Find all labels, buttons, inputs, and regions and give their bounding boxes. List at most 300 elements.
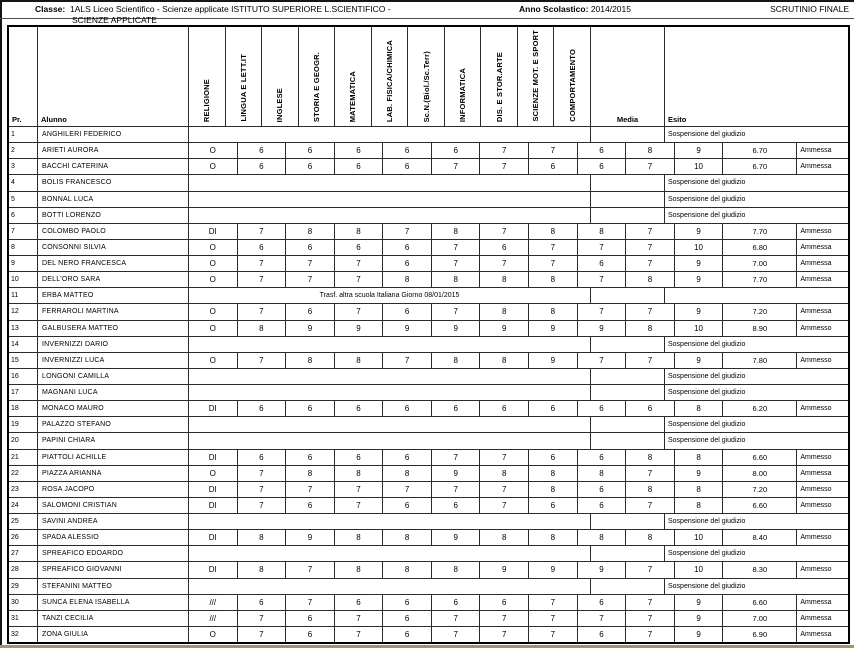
- grade-cell: 8: [626, 272, 675, 287]
- grade-cell: 6: [529, 450, 578, 465]
- table-row: [9, 288, 848, 304]
- row-number: 16: [9, 369, 38, 384]
- media-cell: [591, 369, 665, 384]
- row-number: 28: [9, 562, 38, 577]
- grade-cell: 9: [286, 530, 335, 545]
- grade-cell: 8: [529, 482, 578, 497]
- media-cell: [591, 546, 665, 561]
- page-bottom-edge: [0, 645, 854, 648]
- row-number: 25: [9, 514, 38, 529]
- grade-cell: 6: [626, 401, 675, 416]
- grade-cell: O: [189, 466, 238, 481]
- table-row: [9, 175, 848, 191]
- grade-cell: 7: [578, 353, 627, 368]
- grade-cell: 6: [335, 159, 384, 174]
- esito-cell: Ammessa: [800, 276, 832, 284]
- media-cell: 7.70: [723, 224, 797, 239]
- table-row: [9, 530, 848, 546]
- grade-cell: 6: [238, 159, 287, 174]
- grade-cell: 7: [626, 256, 675, 271]
- grade-cell: 6: [238, 401, 287, 416]
- grade-cell: 6: [383, 240, 432, 255]
- table-row: [9, 514, 848, 530]
- grade-cell: 7: [383, 482, 432, 497]
- table-row: [9, 127, 848, 143]
- media-cell: 8.00: [723, 466, 797, 481]
- column-header-pr: Pr.: [9, 27, 38, 126]
- grade-cell: 9: [529, 562, 578, 577]
- student-name: SPREAFICO GIOVANNI: [38, 562, 189, 577]
- subject-label: SCIENZE MOT. E SPORT: [531, 30, 541, 122]
- esito-cell: Sospensione del giudizio: [668, 421, 746, 429]
- merged-grades-cell: [189, 385, 591, 400]
- grade-cell: 8: [238, 562, 287, 577]
- grade-cell: 8: [626, 450, 675, 465]
- table-row: [9, 369, 848, 385]
- grade-cell: 8: [286, 466, 335, 481]
- grade-cell: 10: [675, 562, 724, 577]
- grade-cell: 7: [578, 304, 627, 319]
- row-number: 4: [9, 175, 38, 190]
- table-row: [9, 192, 848, 208]
- esito-cell: Sospensione del giudizio: [668, 389, 746, 397]
- table-row: [9, 304, 848, 320]
- row-number: 22: [9, 466, 38, 481]
- grade-cell: 7: [529, 240, 578, 255]
- classe-line2: SCIENZE APPLICATE: [72, 15, 157, 25]
- column-header-subject: [554, 27, 591, 126]
- grade-cell: 6: [480, 401, 529, 416]
- grade-cell: 6: [383, 159, 432, 174]
- student-name: GALBUSERA MATTEO: [38, 321, 189, 336]
- grade-cell: O: [189, 240, 238, 255]
- grade-cell: 7: [286, 272, 335, 287]
- grade-cell: 6: [432, 595, 481, 610]
- grade-cell: 9: [286, 321, 335, 336]
- esito-cell: Sospensione del giudizio: [668, 195, 746, 203]
- grade-cell: 7: [578, 240, 627, 255]
- media-cell: 7.00: [723, 611, 797, 626]
- grade-cell: O: [189, 321, 238, 336]
- merged-grades-cell: [189, 208, 591, 223]
- grade-cell: 7: [432, 159, 481, 174]
- grade-cell: 8: [529, 272, 578, 287]
- esito-cell: Ammessa: [800, 469, 832, 477]
- media-cell: 8.30: [723, 562, 797, 577]
- grade-cell: 7: [238, 224, 287, 239]
- grade-cell: 7: [432, 256, 481, 271]
- esito-cell: Ammesso: [800, 356, 832, 364]
- grade-cell: ///: [189, 611, 238, 626]
- student-name: ANGHILERI FEDERICO: [38, 127, 189, 142]
- grade-cell: 8: [529, 304, 578, 319]
- row-number: 27: [9, 546, 38, 561]
- grade-cell: 7: [529, 143, 578, 158]
- row-number: 8: [9, 240, 38, 255]
- column-header-subject: [518, 27, 555, 126]
- grade-cell: 7: [238, 466, 287, 481]
- esito-cell: Sospensione del giudizio: [668, 518, 746, 526]
- classe-value: 1ALS Liceo Scientifico - Scienze applicate ISTITUTO SUPERIORE L.SCIENTIFICO -: [69, 4, 391, 14]
- anno-value: 2014/2015: [590, 4, 631, 14]
- grade-cell: 8: [529, 466, 578, 481]
- grade-cell: 7: [480, 224, 529, 239]
- student-name: ZONA GIULIA: [38, 627, 189, 642]
- esito-cell: Ammessa: [800, 163, 832, 171]
- table-row: [9, 401, 848, 417]
- grade-cell: 7: [286, 595, 335, 610]
- grade-cell: 10: [675, 321, 724, 336]
- row-number: 23: [9, 482, 38, 497]
- student-name: PALAZZO STEFANO: [38, 417, 189, 432]
- anno-label: Anno Scolastico:: [519, 4, 589, 14]
- grade-cell: O: [189, 159, 238, 174]
- grade-cell: 8: [286, 353, 335, 368]
- media-cell: 6.70: [723, 143, 797, 158]
- grade-cell: 9: [675, 143, 724, 158]
- grade-cell: 7: [626, 159, 675, 174]
- grade-cell: DI: [189, 562, 238, 577]
- grade-cell: 8: [480, 530, 529, 545]
- student-name: INVERNIZZI LUCA: [38, 353, 189, 368]
- column-header-subject: [262, 27, 299, 126]
- student-name: DELL'ORO SARA: [38, 272, 189, 287]
- grade-cell: 10: [675, 240, 724, 255]
- grade-cell: 6: [578, 143, 627, 158]
- student-name: SPADA ALESSIO: [38, 530, 189, 545]
- table-row: [9, 482, 848, 498]
- grade-cell: 8: [383, 562, 432, 577]
- grade-cell: 8: [529, 530, 578, 545]
- esito-cell: Ammessa: [800, 260, 832, 268]
- table-row: [9, 385, 848, 401]
- student-rows: [9, 127, 848, 642]
- student-name: SAVINI ANDREA: [38, 514, 189, 529]
- media-cell: 7.00: [723, 256, 797, 271]
- grade-cell: 8: [626, 482, 675, 497]
- table-row: [9, 208, 848, 224]
- grade-cell: 9: [529, 321, 578, 336]
- grade-cell: O: [189, 256, 238, 271]
- media-cell: [591, 337, 665, 352]
- row-number: 2: [9, 143, 38, 158]
- student-name: COLOMBO PAOLO: [38, 224, 189, 239]
- grade-cell: 6: [480, 240, 529, 255]
- merged-grades-cell: [189, 433, 591, 448]
- grade-cell: 7: [626, 224, 675, 239]
- esito-cell: Ammessa: [800, 308, 832, 316]
- row-number: 7: [9, 224, 38, 239]
- grade-cell: 6: [383, 450, 432, 465]
- grade-cell: 9: [432, 466, 481, 481]
- student-name: LONGONI CAMILLA: [38, 369, 189, 384]
- media-cell: 6.80: [723, 240, 797, 255]
- student-name: BACCHI CATERINA: [38, 159, 189, 174]
- merged-grades-cell: [189, 546, 591, 561]
- grade-cell: 8: [578, 530, 627, 545]
- grade-cell: 6: [383, 143, 432, 158]
- student-name: BOTTI LORENZO: [38, 208, 189, 223]
- table-row: [9, 143, 848, 159]
- grade-cell: 7: [529, 627, 578, 642]
- grade-cell: 6: [238, 240, 287, 255]
- grade-cell: 7: [335, 498, 384, 513]
- subject-label: INFORMATICA: [458, 67, 468, 122]
- media-cell: [591, 385, 665, 400]
- row-number: 5: [9, 192, 38, 207]
- media-cell: [591, 514, 665, 529]
- grade-cell: 7: [529, 595, 578, 610]
- grade-cell: 8: [383, 466, 432, 481]
- grade-cell: 9: [675, 272, 724, 287]
- row-number: 21: [9, 450, 38, 465]
- student-name: ERBA MATTEO: [38, 288, 189, 303]
- grade-cell: 8: [480, 304, 529, 319]
- classe-label: Classe:: [35, 4, 66, 14]
- student-name: SUNCA ELENA ISABELLA: [38, 595, 189, 610]
- student-name: STEFANINI MATTEO: [38, 579, 189, 594]
- page-left-edge: [0, 0, 2, 646]
- subject-label: COMPORTAMENTO: [567, 49, 577, 122]
- grade-cell: 9: [675, 595, 724, 610]
- table-row: [9, 498, 848, 514]
- table-row: [9, 466, 848, 482]
- esito-cell: Sospensione del giudizio: [668, 340, 746, 348]
- grade-cell: 6: [286, 143, 335, 158]
- esito-cell: [665, 288, 848, 303]
- row-number: 10: [9, 272, 38, 287]
- grade-cell: 7: [335, 611, 384, 626]
- subject-label: RELIGIONE: [202, 78, 212, 122]
- column-header-media: Media: [591, 27, 665, 126]
- table-row: [9, 240, 848, 256]
- grade-cell: 9: [675, 611, 724, 626]
- grade-cell: 7: [286, 256, 335, 271]
- subject-label: MATEMATICA: [348, 70, 358, 122]
- table-row: [9, 159, 848, 175]
- grade-cell: 6: [335, 240, 384, 255]
- student-name: ARIETI AURORA: [38, 143, 189, 158]
- media-cell: 6.60: [723, 450, 797, 465]
- merged-grades-cell: [189, 579, 591, 594]
- row-number: 29: [9, 579, 38, 594]
- page-top-edge: [0, 0, 854, 2]
- row-number: 32: [9, 627, 38, 642]
- grade-cell: 6: [578, 627, 627, 642]
- grade-cell: 6: [286, 401, 335, 416]
- grade-cell: 7: [626, 627, 675, 642]
- grade-cell: 7: [626, 595, 675, 610]
- grade-cell: 8: [480, 353, 529, 368]
- table-row: [9, 595, 848, 611]
- row-number: 6: [9, 208, 38, 223]
- grade-cell: 8: [335, 530, 384, 545]
- media-cell: [591, 127, 665, 142]
- grade-cell: 7: [529, 611, 578, 626]
- grade-cell: 8: [675, 482, 724, 497]
- grade-cell: 8: [432, 353, 481, 368]
- grade-cell: 7: [432, 611, 481, 626]
- student-name: DEL NERO FRANCESCA: [38, 256, 189, 271]
- media-cell: 6.20: [723, 401, 797, 416]
- grade-cell: 8: [383, 272, 432, 287]
- grade-cell: 7: [626, 498, 675, 513]
- student-name: SALOMONI CRISTIAN: [38, 498, 189, 513]
- student-name: CONSONNI SILVIA: [38, 240, 189, 255]
- grade-cell: 6: [383, 256, 432, 271]
- table-row: [9, 272, 848, 288]
- grade-cell: 10: [675, 530, 724, 545]
- media-cell: [591, 192, 665, 207]
- table-row: [9, 611, 848, 627]
- media-cell: 6.70: [723, 159, 797, 174]
- esito-cell: Ammesso: [800, 485, 832, 493]
- grade-cell: 7: [626, 353, 675, 368]
- grade-cell: 6: [286, 240, 335, 255]
- student-name: MAGNANI LUCA: [38, 385, 189, 400]
- esito-cell: Ammesso: [800, 227, 832, 235]
- grade-cell: 6: [335, 595, 384, 610]
- grade-cell: 7: [335, 482, 384, 497]
- grade-cell: 6: [480, 595, 529, 610]
- grade-cell: 7: [432, 627, 481, 642]
- esito-cell: Ammesso: [800, 453, 832, 461]
- media-cell: [591, 579, 665, 594]
- grade-cell: 10: [675, 159, 724, 174]
- grade-cell: 6: [286, 304, 335, 319]
- grade-cell: 7: [480, 159, 529, 174]
- column-header-subject: [335, 27, 372, 126]
- grade-cell: 8: [238, 321, 287, 336]
- grade-cell: 6: [578, 450, 627, 465]
- grade-cell: 8: [626, 530, 675, 545]
- media-cell: 7.20: [723, 482, 797, 497]
- grade-cell: 7: [480, 611, 529, 626]
- grade-cell: 9: [675, 627, 724, 642]
- grade-cell: 9: [383, 321, 432, 336]
- esito-cell: Sospensione del giudizio: [668, 211, 746, 219]
- media-cell: 7.70: [723, 272, 797, 287]
- student-name: ROSA JACOPO: [38, 482, 189, 497]
- row-number: 19: [9, 417, 38, 432]
- esito-cell: Ammesso: [800, 534, 832, 542]
- grade-cell: 6: [578, 401, 627, 416]
- grade-cell: 8: [578, 466, 627, 481]
- grade-cell: 6: [383, 595, 432, 610]
- media-cell: 6.90: [723, 627, 797, 642]
- grade-cell: 7: [335, 304, 384, 319]
- grade-cell: 6: [286, 159, 335, 174]
- grade-cell: 8: [626, 321, 675, 336]
- grade-cell: 8: [675, 401, 724, 416]
- table-row: [9, 224, 848, 240]
- grade-cell: DI: [189, 401, 238, 416]
- column-header-alunno: Alunno: [38, 27, 189, 126]
- grade-cell: 6: [578, 256, 627, 271]
- grade-cell: 6: [383, 627, 432, 642]
- table-header-row: [9, 27, 848, 127]
- grade-cell: 7: [578, 272, 627, 287]
- media-cell: 8.90: [723, 321, 797, 336]
- table-row: [9, 337, 848, 353]
- grade-cell: 7: [432, 240, 481, 255]
- row-number: 12: [9, 304, 38, 319]
- column-header-subject: [299, 27, 336, 126]
- grade-cell: O: [189, 627, 238, 642]
- grade-cell: 7: [286, 562, 335, 577]
- grade-cell: 7: [238, 353, 287, 368]
- grade-cell: 6: [238, 595, 287, 610]
- subject-label: STORIA E GEOGR.: [311, 51, 321, 122]
- esito-cell: Sospensione del giudizio: [668, 372, 746, 380]
- row-number: 20: [9, 433, 38, 448]
- grade-cell: 6: [578, 159, 627, 174]
- grade-cell: 7: [480, 143, 529, 158]
- grade-cell: 9: [675, 304, 724, 319]
- grade-cell: 7: [432, 450, 481, 465]
- grade-cell: 6: [335, 450, 384, 465]
- esito-cell: Sospensione del giudizio: [668, 131, 746, 139]
- grade-cell: 8: [578, 224, 627, 239]
- grade-cell: 7: [578, 611, 627, 626]
- esito-cell: Ammesso: [800, 405, 832, 413]
- subject-label: DIS. E STOR.ARTE: [494, 51, 504, 122]
- subject-label: LINGUA E LETT.IT: [238, 54, 248, 122]
- grade-cell: 6: [578, 595, 627, 610]
- grade-cell: 7: [383, 353, 432, 368]
- grade-cell: 7: [383, 224, 432, 239]
- esito-cell: Sospensione del giudizio: [668, 437, 746, 445]
- grade-cell: 9: [578, 562, 627, 577]
- grade-cell: 8: [432, 562, 481, 577]
- student-name: BONNAL LUCA: [38, 192, 189, 207]
- grade-cell: 9: [432, 321, 481, 336]
- student-name: FERRAROLI MARTINA: [38, 304, 189, 319]
- table-row: [9, 321, 848, 337]
- grade-cell: O: [189, 272, 238, 287]
- table-row: [9, 546, 848, 562]
- grade-cell: ///: [189, 595, 238, 610]
- grade-cell: 6: [432, 143, 481, 158]
- student-name: PAPINI CHIARA: [38, 433, 189, 448]
- grades-table: [7, 25, 850, 644]
- student-name: PIAZZA ARIANNA: [38, 466, 189, 481]
- grade-cell: 6: [335, 143, 384, 158]
- merged-grades-cell: [189, 127, 591, 142]
- student-name: MONACO MAURO: [38, 401, 189, 416]
- table-row: [9, 417, 848, 433]
- grade-cell: 7: [286, 482, 335, 497]
- row-number: 9: [9, 256, 38, 271]
- grade-cell: DI: [189, 530, 238, 545]
- grade-cell: 9: [675, 353, 724, 368]
- subject-label: LAB. FISICA/CHIMICA: [385, 39, 394, 122]
- grade-cell: 8: [480, 466, 529, 481]
- grade-cell: 6: [238, 143, 287, 158]
- subject-label: INGLESE: [275, 87, 285, 122]
- grade-cell: 6: [286, 611, 335, 626]
- row-number: 17: [9, 385, 38, 400]
- row-number: 24: [9, 498, 38, 513]
- row-number: 3: [9, 159, 38, 174]
- grade-cell: 9: [480, 321, 529, 336]
- esito-cell: Ammesso: [800, 501, 832, 509]
- grade-cell: 9: [675, 466, 724, 481]
- grade-cell: 6: [578, 482, 627, 497]
- grade-cell: 7: [432, 304, 481, 319]
- media-cell: [591, 433, 665, 448]
- grade-cell: 8: [383, 530, 432, 545]
